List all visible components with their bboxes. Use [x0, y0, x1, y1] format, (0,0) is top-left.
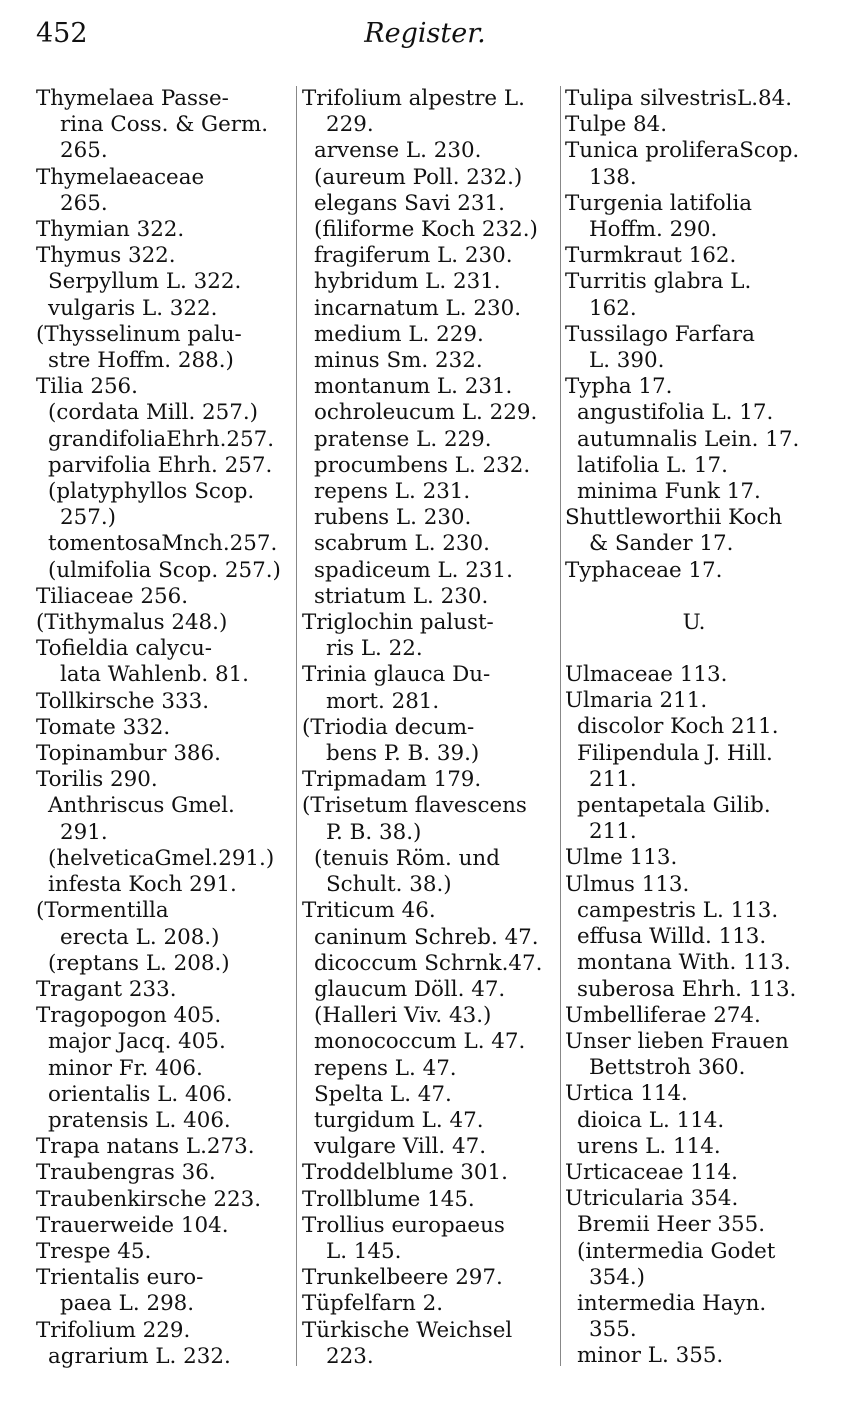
- index-entry: rina Coss. & Germ.: [60, 112, 269, 138]
- page-title: Register.: [364, 18, 486, 49]
- index-entry: 265.: [60, 138, 108, 164]
- index-entry: Trinia glauca Du-: [302, 662, 491, 688]
- index-entry: Spelta L. 47.: [314, 1081, 452, 1107]
- index-entry: (Thysselinum palu-: [36, 321, 242, 347]
- index-entry: (Halleri Viv. 43.): [314, 1003, 492, 1029]
- index-entry: (platyphyllos Scop.: [48, 479, 255, 505]
- index-entry: effusa Willd. 113.: [577, 924, 767, 950]
- index-entry: incarnatum L. 230.: [314, 295, 521, 321]
- index-entry: stre Hoffm. 288.): [48, 348, 234, 374]
- index-entry: Tofieldia calycu-: [36, 636, 212, 662]
- index-entry: Topinambur 386.: [36, 741, 221, 767]
- index-column-3: [565, 86, 823, 1370]
- index-entry: intermedia Hayn.: [577, 1290, 767, 1316]
- page-header: [36, 18, 814, 58]
- index-entry: Tussilago Farfara: [565, 321, 755, 347]
- index-entry: Shuttleworthii Koch: [565, 505, 783, 531]
- index-entry: pentapetala Gilib.: [577, 793, 771, 819]
- index-entry: Trunkelbeere 297.: [302, 1265, 503, 1291]
- index-entry: striatum L. 230.: [314, 583, 489, 609]
- index-entry: orientalis L. 406.: [48, 1081, 233, 1107]
- index-entry: latifolia L. 17.: [577, 452, 728, 478]
- index-entry: bens P. B. 39.): [326, 741, 480, 767]
- index-entry: procumbens L. 232.: [314, 452, 531, 478]
- index-entry: Trifolium alpestre L.: [302, 86, 525, 111]
- index-entry: Ulmus 113.: [565, 871, 690, 897]
- column-divider: [296, 86, 297, 1366]
- index-entry: tomentosaMnch.257.: [48, 531, 278, 557]
- index-entry: Trollius europaeus: [302, 1212, 505, 1238]
- index-entry: Trespe 45.: [36, 1238, 152, 1264]
- index-entry: discolor Koch 211.: [577, 714, 779, 740]
- index-entry: pratensis L. 406.: [48, 1107, 231, 1133]
- index-entry: lata Wahlenb. 81.: [60, 662, 249, 688]
- index-entry: turgidum L. 47.: [314, 1107, 484, 1133]
- index-entry: Urticaceae 114.: [565, 1159, 738, 1185]
- index-entry: Serpyllum L. 322.: [48, 269, 242, 295]
- index-entry: 211.: [589, 766, 637, 792]
- index-entry: 229.: [326, 112, 374, 138]
- index-entry: 223.: [326, 1343, 374, 1369]
- index-entry: Utricularia 354.: [565, 1186, 739, 1212]
- index-entry: 265.: [60, 190, 108, 216]
- index-entry: Hoffm. 290.: [589, 217, 718, 243]
- index-entry: (ulmifolia Scop. 257.): [48, 557, 281, 583]
- index-entry: Tomate 332.: [36, 714, 171, 740]
- index-entry: Trapa natans L.273.: [36, 1134, 255, 1160]
- index-entry: 291.: [60, 819, 108, 845]
- index-entry: rubens L. 230.: [314, 505, 472, 531]
- index-entry: Tunica proliferaScop.: [565, 138, 800, 164]
- index-entry: Bettstroh 360.: [589, 1055, 746, 1081]
- index-entry: Tüpfelfarn 2.: [302, 1291, 444, 1317]
- index-entry: Unser lieben Frauen: [565, 1028, 789, 1054]
- index-entry: Urtica 114.: [565, 1081, 688, 1107]
- index-entry: (tenuis Röm. und: [314, 845, 500, 871]
- index-column-2: [302, 86, 556, 1370]
- page-number: 452: [36, 18, 88, 49]
- index-entry: spadiceum L. 231.: [314, 557, 513, 583]
- index-entry: Turmkraut 162.: [565, 243, 737, 269]
- index-entry: repens L. 47.: [314, 1055, 457, 1081]
- index-entry: (helveticaGmel.291.): [48, 845, 275, 871]
- index-entry: pratense L. 229.: [314, 426, 492, 452]
- index-entry: campestris L. 113.: [577, 897, 779, 923]
- index-entry: Typha 17.: [565, 374, 673, 400]
- index-entry: ris L. 22.: [326, 636, 423, 662]
- index-entry: (aureum Poll. 232.): [314, 164, 523, 190]
- index-entry: Triticum 46.: [302, 898, 436, 924]
- index-entry: grandifoliaEhrh.257.: [48, 426, 275, 452]
- index-entry: (intermedia Godet: [577, 1238, 776, 1264]
- index-entry: Trifolium 229.: [36, 1317, 191, 1343]
- index-entry: scabrum L. 230.: [314, 531, 490, 557]
- index-entry: caninum Schreb. 47.: [314, 924, 539, 950]
- index-entry: (Tormentilla: [36, 898, 169, 924]
- index-entry: Tragopogon 405.: [36, 1003, 222, 1029]
- index-entry: Ulme 113.: [565, 845, 678, 871]
- index-entry: agrarium L. 232.: [48, 1343, 231, 1369]
- index-entry: elegans Savi 231.: [314, 190, 505, 216]
- index-entry: Schult. 38.): [326, 872, 452, 898]
- index-entry: vulgaris L. 322.: [48, 295, 218, 321]
- index-entry: glaucum Döll. 47.: [314, 976, 506, 1002]
- index-entry: Tulipa silvestrisL.84.: [565, 86, 793, 111]
- index-column-1: [36, 86, 292, 1370]
- index-entry: Torilis 290.: [36, 767, 158, 793]
- index-entry: Trauerweide 104.: [36, 1212, 229, 1238]
- index-entry: P. B. 38.): [326, 819, 422, 845]
- index-entry: Thymus 322.: [36, 243, 176, 269]
- index-entry: monococcum L. 47.: [314, 1029, 526, 1055]
- index-entry: Türkische Weichsel: [302, 1317, 513, 1343]
- index-entry: (Trisetum flavescens: [302, 793, 527, 819]
- index-entry: Thymelaea Passe-: [36, 86, 229, 111]
- index-entry: Ulmaria 211.: [565, 688, 708, 714]
- index-entry: paea L. 298.: [60, 1291, 195, 1317]
- index-entry: minus Sm. 232.: [314, 348, 483, 374]
- index-entry: urens L. 114.: [577, 1133, 721, 1159]
- index-entry: Umbelliferae 274.: [565, 1002, 761, 1028]
- index-entry: Turritis glabra L.: [565, 269, 752, 295]
- index-entry: (reptans L. 208.): [48, 950, 230, 976]
- index-entry: montana With. 113.: [577, 950, 791, 976]
- index-entry: suberosa Ehrh. 113.: [577, 976, 797, 1002]
- column-divider: [560, 86, 561, 1366]
- index-entry: autumnalis Lein. 17.: [577, 426, 800, 452]
- index-entry: infesta Koch 291.: [48, 872, 237, 898]
- section-heading: U.: [682, 609, 706, 635]
- index-entry: Thymelaeaceae: [36, 164, 205, 190]
- index-entry: erecta L. 208.): [60, 924, 220, 950]
- index-entry: ochroleucum L. 229.: [314, 400, 538, 426]
- index-entry: 355.: [589, 1317, 637, 1343]
- index-entry: minor L. 355.: [577, 1343, 724, 1369]
- index-entry: Typhaceae 17.: [565, 557, 723, 583]
- index-entry: Tilia 256.: [36, 374, 138, 400]
- index-entry: (Tithymalus 248.): [36, 610, 228, 636]
- index-entry: arvense L. 230.: [314, 138, 482, 164]
- index-entry: & Sander 17.: [589, 531, 734, 557]
- index-entry: Filipendula J. Hill.: [577, 740, 773, 766]
- index-entry: dicoccum Schrnk.47.: [314, 950, 543, 976]
- index-entry: Tripmadam 179.: [302, 767, 482, 793]
- index-entry: fragiferum L. 230.: [314, 243, 513, 269]
- index-entry: Trientalis euro-: [36, 1265, 204, 1291]
- index-entry: Traubenkirsche 223.: [36, 1186, 261, 1212]
- index-entry: Tiliaceae 256.: [36, 583, 189, 609]
- index-entry: hybridum L. 231.: [314, 269, 501, 295]
- index-entry: (cordata Mill. 257.): [48, 400, 259, 426]
- index-entry: Turgenia latifolia: [565, 190, 753, 216]
- index-entry: (Triodia decum-: [302, 714, 475, 740]
- index-entry: medium L. 229.: [314, 321, 484, 347]
- index-entry: Ulmaceae 113.: [565, 662, 728, 688]
- index-entry: Triglochin palust-: [302, 610, 494, 636]
- index-entry: minima Funk 17.: [577, 479, 761, 505]
- index-entry: repens L. 231.: [314, 479, 471, 505]
- index-entry: 162.: [589, 295, 637, 321]
- index-entry: Bremii Heer 355.: [577, 1212, 765, 1238]
- index-entry: 354.): [589, 1264, 645, 1290]
- index-entry: Troddelblume 301.: [302, 1160, 508, 1186]
- index-entry: parvifolia Ehrh. 257.: [48, 452, 273, 478]
- index-entry: montanum L. 231.: [314, 374, 513, 400]
- index-entry: Trollblume 145.: [302, 1186, 475, 1212]
- index-entry: Anthriscus Gmel.: [48, 793, 235, 819]
- index-entry: 138.: [589, 164, 637, 190]
- index-entry: L. 145.: [326, 1238, 402, 1264]
- index-entry: 211.: [589, 819, 637, 845]
- index-entry: minor Fr. 406.: [48, 1055, 203, 1081]
- index-entry: angustifolia L. 17.: [577, 400, 774, 426]
- index-entry: Tulpe 84.: [565, 112, 668, 138]
- index-entry: major Jacq. 405.: [48, 1029, 226, 1055]
- index-entry: mort. 281.: [326, 688, 440, 714]
- index-entry: vulgare Vill. 47.: [314, 1134, 487, 1160]
- index-entry: Tragant 233.: [36, 976, 177, 1002]
- index-entry: L. 390.: [589, 348, 665, 374]
- index-entry: Thymian 322.: [36, 217, 185, 243]
- index-entry: dioica L. 114.: [577, 1107, 725, 1133]
- index-entry: (filiforme Koch 232.): [314, 217, 538, 243]
- index-entry: 257.): [60, 505, 116, 531]
- index-entry: Tollkirsche 333.: [36, 688, 210, 714]
- index-entry: Traubengras 36.: [36, 1160, 216, 1186]
